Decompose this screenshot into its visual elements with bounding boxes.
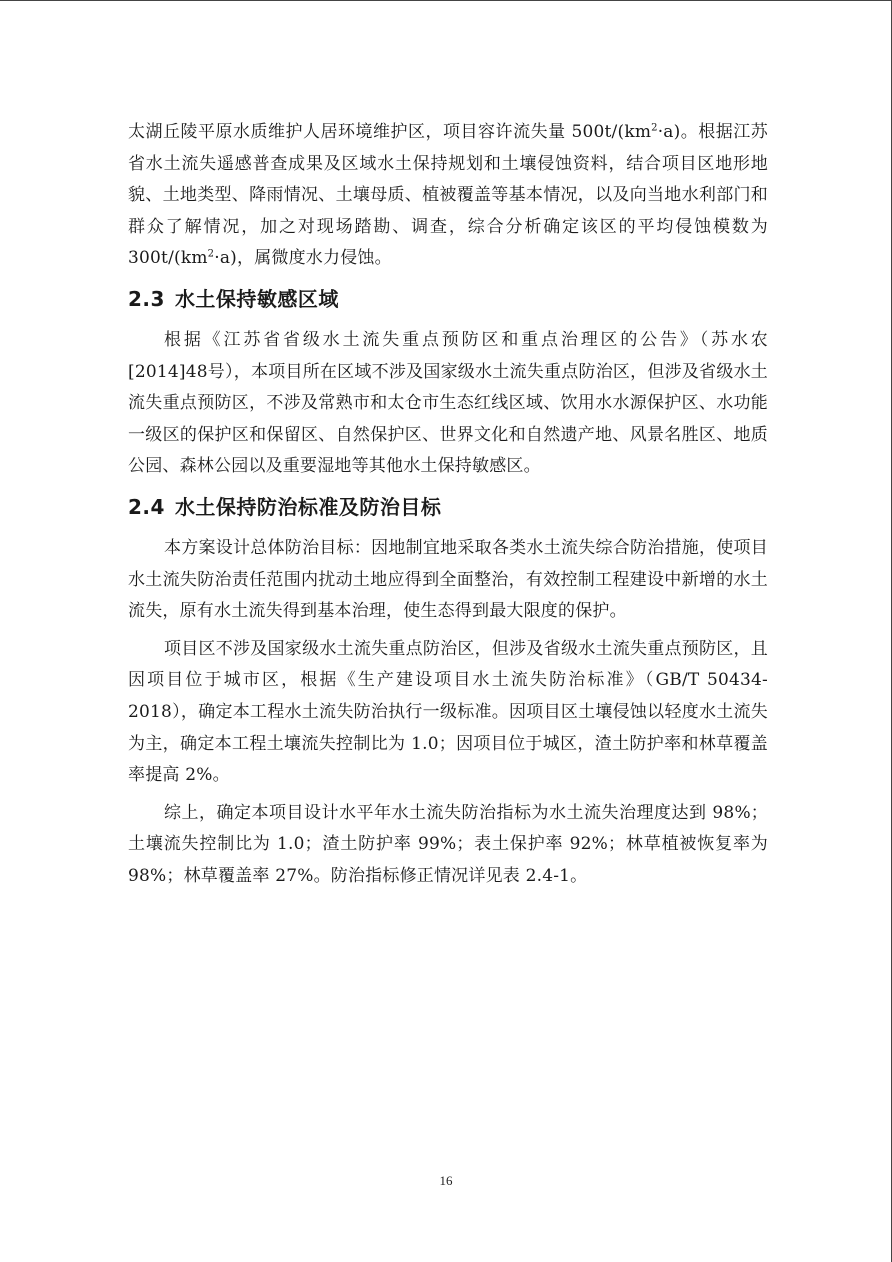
superscript-2: 2	[651, 122, 658, 134]
section-2-4-paragraph-2: 项目区不涉及国家级水土流失重点防治区，但涉及省级水土流失重点预防区，且因项目位于城市区，根据《生产建设项目水土流失防治标准》（GB/T 50434-2018），确定本工程水土流失防治执行一级标准。因项目区土壤侵蚀以轻度水土流失为主，确定本工程土壤流失控制比为 1.0；因项目位于城区，渣土防护率和林草覆盖率提高 2%。	[128, 638, 768, 786]
section-title: 水土保持敏感区域	[174, 286, 339, 311]
intro-paragraph	[128, 117, 768, 275]
section-2-4-paragraph-3: 综上，确定本项目设计水平年水土流失防治指标为水土流失治理度达到 98%；土壤流失控制比为 1.0；渣土防护率 99%；表土保护率 92%；林草植被恢复率为 98%；林草覆盖率 27%。防治指标修正情况详见表 2.4-1。	[128, 802, 768, 886]
section-2-3-paragraph: 根据《江苏省省级水土流失重点预防区和重点治理区的公告》（苏水农[2014]48号），本项目所在区域不涉及国家级水土流失重点防治区，但涉及省级水土流失重点预防区，不涉及常熟市和太仓市生态红线区域、饮用水水源保护区、水功能一级区的保护区和保留区、自然保护区、世界文化和自然遗产地、风景名胜区、地质公园、森林公园以及重要湿地等其他水土保持敏感区。	[128, 329, 768, 477]
section-2-4-paragraph-1: 本方案设计总体防治目标：因地制宜地采取各类水土流失综合防治措施，使项目水土流失防治责任范围内扰动土地应得到全面整治，有效控制工程建设中新增的水土流失，原有水土流失得到基本治理，使生态得到最大限度的保护。	[128, 537, 768, 622]
superscript-2: 2	[207, 248, 215, 260]
section-number: 2.3	[128, 286, 165, 311]
page-content	[128, 117, 768, 892]
section-heading-2-4	[128, 491, 768, 523]
section-heading-2-3	[128, 283, 768, 315]
section-title: 水土保持防治标准及防治目标	[174, 494, 442, 519]
page-number: 16	[439, 1173, 453, 1188]
intro-text-part-1: 太湖丘陵平原水质维护人居环境维护区，项目容许流失量 500t/(km	[128, 122, 652, 142]
intro-text-part-2: ·a)。根据江苏省水土流失遥感普查成果及区域水土保持规划和土壤侵蚀资料，结合项目区地形地貌、土地类型、降雨情况、土壤母质、植被覆盖等基本情况，以及向当地水利部门和群众了解情况，加之对现场踏勘、调查，综合分析确定该区的平均侵蚀模数为 300t/(km	[128, 122, 768, 269]
section-number: 2.4	[128, 494, 165, 519]
intro-text-part-3: ·a)，属微度水力侵蚀。	[214, 248, 392, 269]
